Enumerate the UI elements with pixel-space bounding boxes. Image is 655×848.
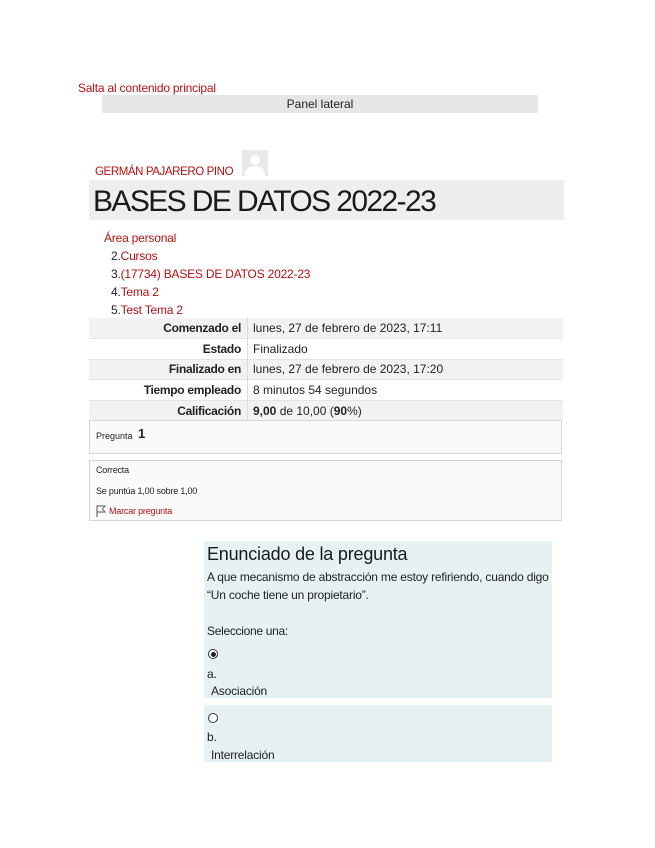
- breadcrumb-item: [111, 303, 183, 317]
- avatar[interactable]: [242, 150, 268, 176]
- question-info-box: [89, 460, 562, 521]
- answer-radio-b[interactable]: [208, 713, 218, 723]
- breadcrumb-index: 4.: [111, 285, 121, 299]
- side-panel-toggle[interactable]: Panel lateral: [102, 95, 538, 113]
- question-points: Se puntúa 1,00 sobre 1,00: [96, 486, 198, 496]
- summary-value: lunes, 27 de febrero de 2023, 17:11: [248, 318, 564, 339]
- summary-value: lunes, 27 de febrero de 2023, 17:20: [248, 359, 564, 380]
- skip-to-content-link[interactable]: Salta al contenido principal: [78, 81, 216, 95]
- breadcrumb-link-test[interactable]: Test Tema 2: [120, 303, 183, 317]
- question-number-label: Pregunta: [96, 431, 133, 441]
- grade-mid: de 10,00 (: [276, 403, 334, 418]
- grade-end: %): [347, 403, 362, 418]
- summary-label: Tiempo empleado: [89, 380, 248, 401]
- select-prompt: Seleccione una:: [207, 624, 288, 638]
- grade-score: 9,00: [253, 403, 277, 418]
- summary-label: Finalizado en: [89, 359, 248, 380]
- breadcrumb-index: 5.: [111, 303, 121, 317]
- breadcrumb-item: [111, 267, 310, 281]
- breadcrumb-index: 2.: [111, 249, 121, 263]
- summary-label: Comenzado el: [163, 321, 241, 335]
- user-avatar-icon: [242, 150, 268, 176]
- attempt-summary-table: [89, 318, 563, 421]
- question-status: Correcta: [96, 465, 129, 475]
- breadcrumb-item: [111, 249, 157, 263]
- breadcrumb-item: [111, 285, 159, 299]
- table-row: [89, 318, 563, 339]
- grade-value: [248, 400, 564, 421]
- breadcrumb-link-area-personal[interactable]: Área personal: [104, 231, 177, 245]
- answer-letter: b.: [207, 730, 218, 744]
- breadcrumb-link-tema[interactable]: Tema 2: [120, 285, 159, 299]
- answer-label[interactable]: Asociación: [211, 684, 268, 698]
- question-number-box: [89, 420, 562, 454]
- flag-question-link[interactable]: Marcar pregunta: [109, 506, 173, 516]
- breadcrumb-link-course[interactable]: (17734) BASES DE DATOS 2022-23: [120, 267, 311, 281]
- summary-label: Calificación: [89, 400, 248, 421]
- question-heading: Enunciado de la pregunta: [207, 544, 408, 564]
- breadcrumb-link-cursos[interactable]: Cursos: [120, 249, 158, 263]
- breadcrumb-item: [104, 231, 176, 245]
- flag-icon[interactable]: [96, 505, 106, 517]
- table-row: [89, 380, 563, 401]
- answer-radio-a[interactable]: [208, 649, 218, 659]
- question-number: 1: [138, 426, 146, 441]
- grade-percent: 90: [333, 403, 348, 418]
- question-text: A que mecanismo de abstracción me estoy refiriendo, cuando digo “Un coche tiene un propietario”.: [207, 570, 549, 602]
- breadcrumb-index: 3.: [111, 267, 121, 281]
- user-name-link[interactable]: GERMÁN PAJARERO PINO: [95, 166, 234, 178]
- table-row: [89, 339, 563, 360]
- table-row: [89, 400, 563, 421]
- answer-letter: a.: [207, 667, 218, 681]
- summary-label: Estado: [89, 339, 248, 360]
- table-row: [89, 359, 563, 380]
- page-title: BASES DE DATOS 2022-23: [93, 185, 436, 218]
- answer-label[interactable]: Interrelación: [211, 748, 275, 762]
- summary-value: Finalizado: [248, 339, 564, 360]
- summary-value: 8 minutos 54 segundos: [248, 380, 564, 401]
